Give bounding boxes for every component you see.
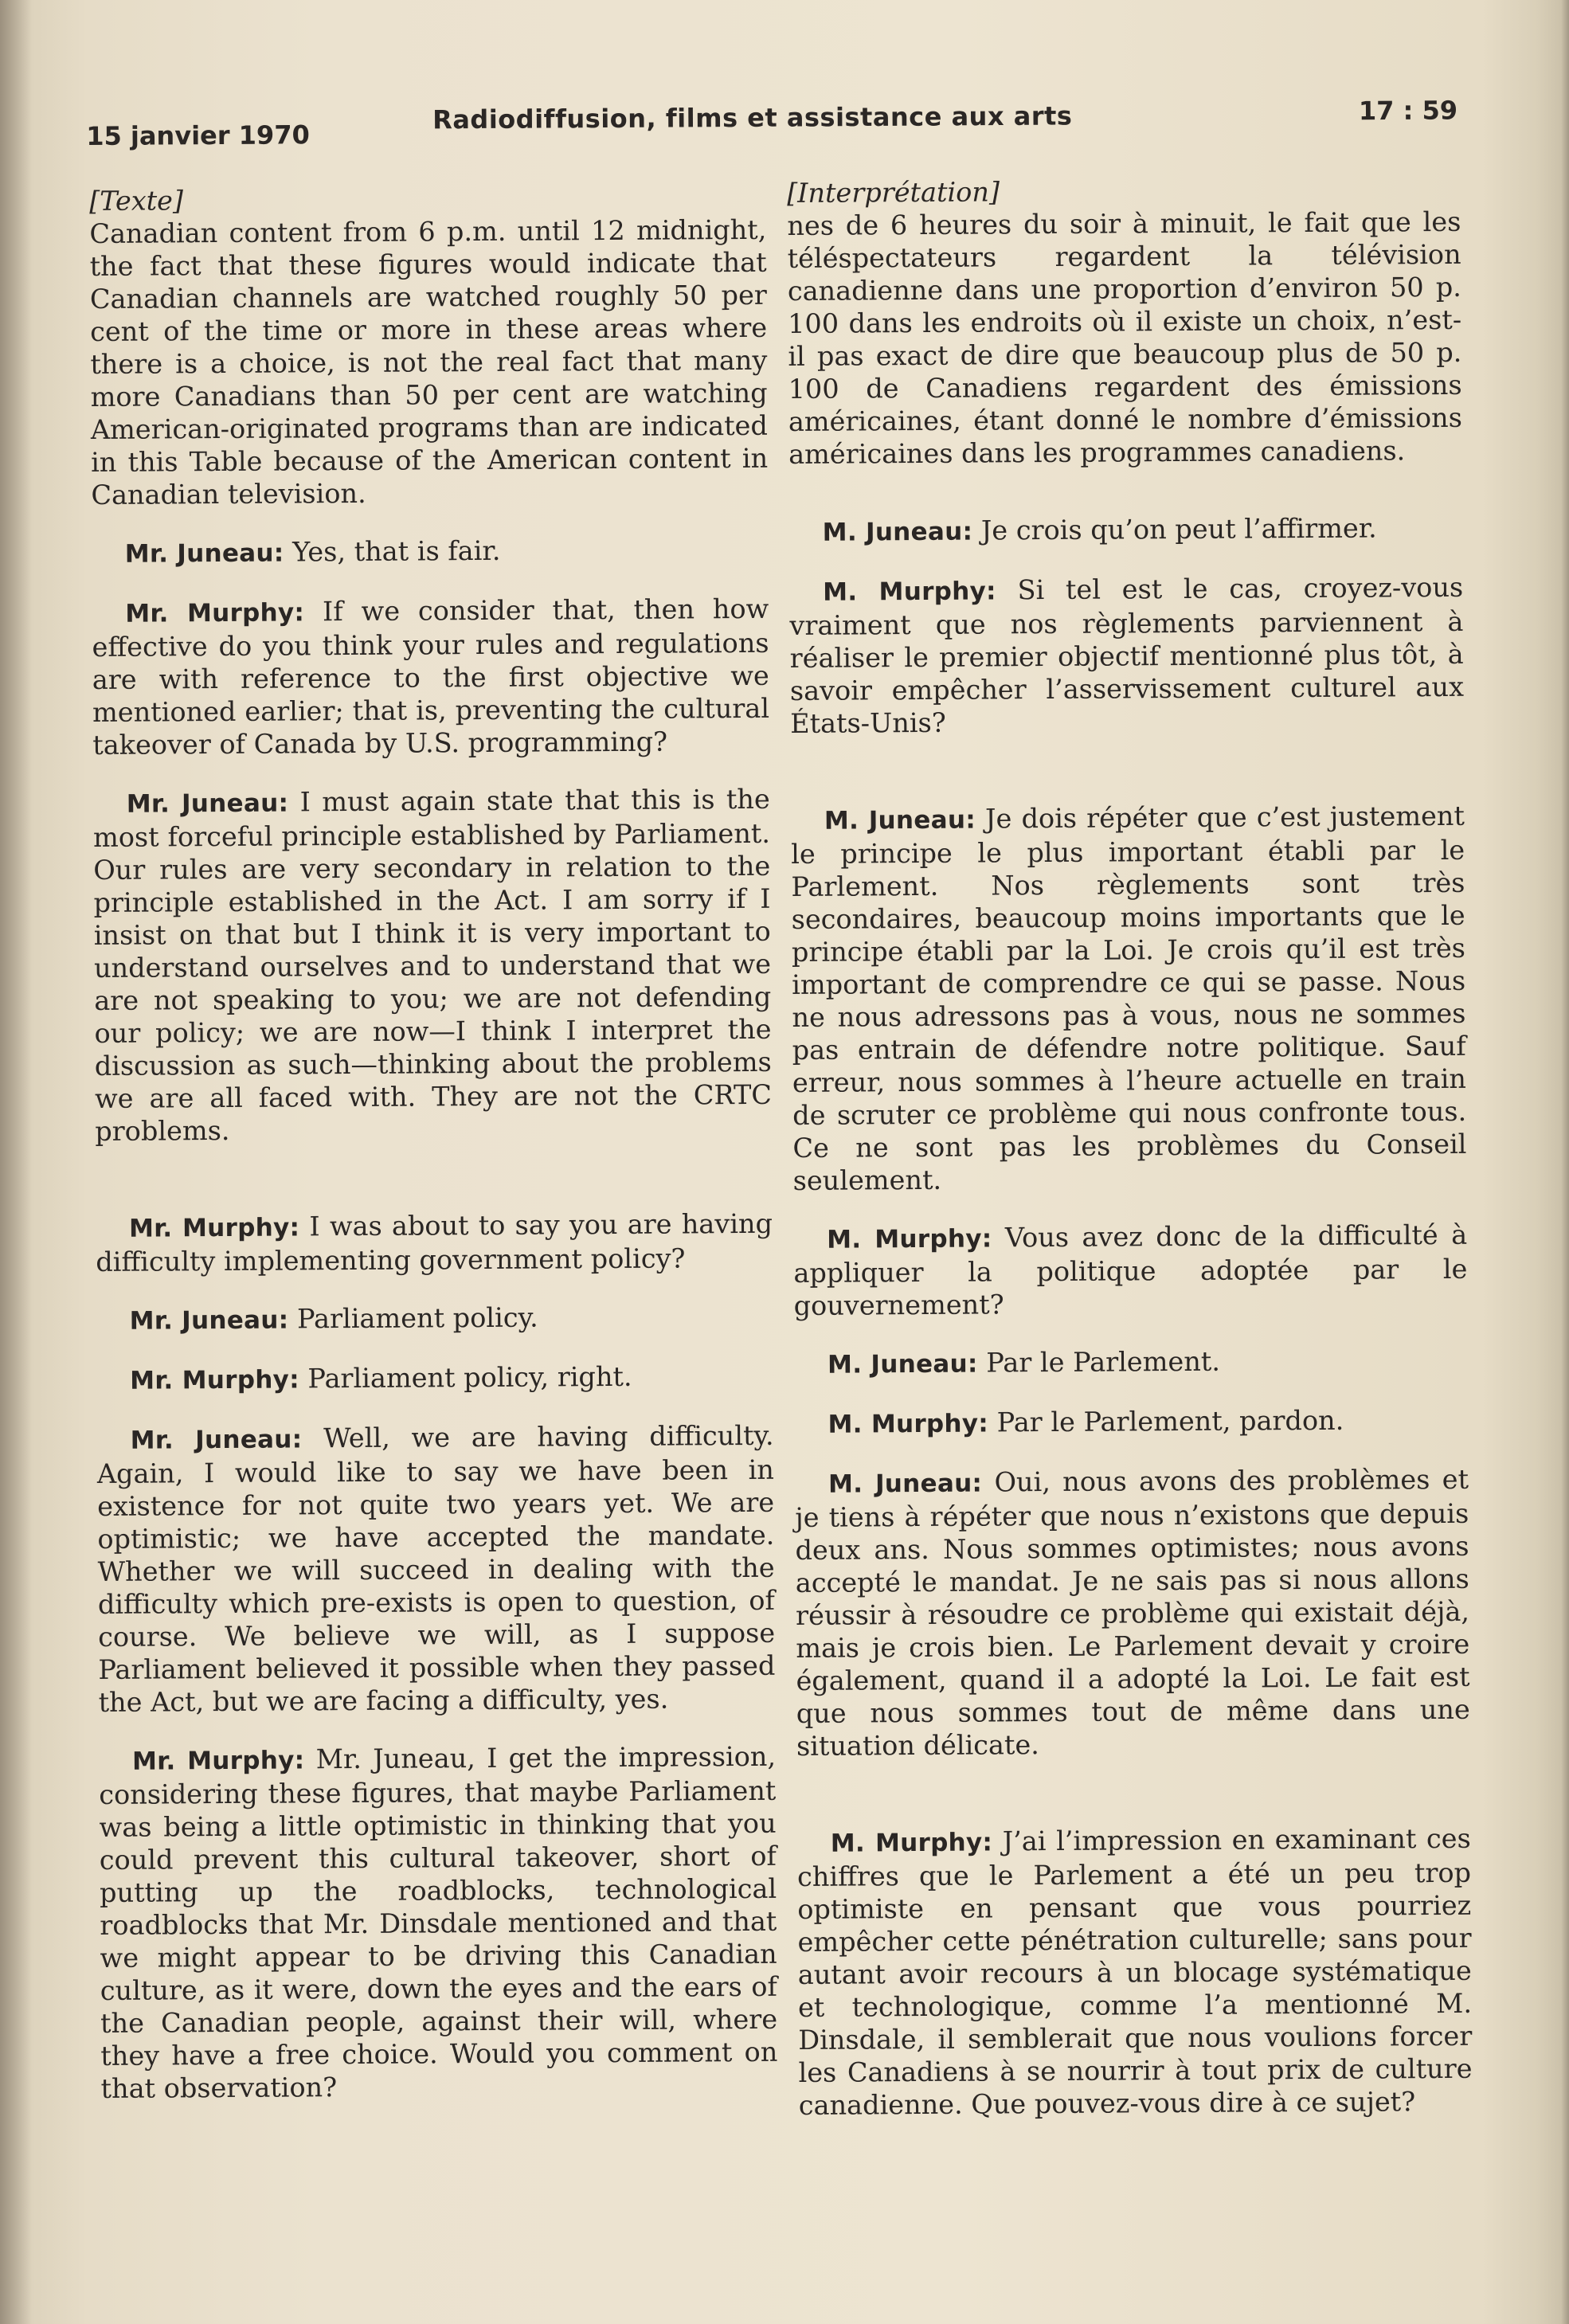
paragraph-text: I must again state that this is the most forceful principle established by Parliament. Our rules are very secondary in relation to the principle established in the Act. I am sorry if I insist on that but I think it is very important to understand ourselves and to understand that we are not speaking to you; we are not defending our policy; we are now—I think I interpret the discussion as such—thinking about the problems we are all faced with. They are not the CRTC problems. xyxy=(92,783,773,1147)
paragraph-text: Si tel est le cas, croyez-vous vraiment que nos règlements parviennent à réaliser le premier objectif mentionné plus tôt, à savoir empêcher l’asservissement culturel aux États-Unis? xyxy=(789,571,1465,739)
speaker-name: M. Murphy: xyxy=(830,1828,993,1858)
paragraph xyxy=(96,1207,773,1278)
paragraph-text: Yes, that is fair. xyxy=(292,534,501,568)
paragraph xyxy=(96,1419,775,1719)
paragraph-text: Par le Parlement, pardon. xyxy=(996,1404,1344,1438)
paragraph xyxy=(794,1403,1468,1442)
paragraph-text: Par le Parlement. xyxy=(986,1345,1221,1379)
paragraph-text: Well, we are having difficulty. Again, I would like to say we have been in existence for not quite two years yet. We are optimistic; we have accepted the mandate. Whether we will succeed in dealing with the difficulty which pre-exists is open to question, of course. We believe we will, as I suppose Parliament believed it possible when they passed the Act, but we are facing a difficulty, yes. xyxy=(96,1419,776,1718)
speaker-name: Mr. Murphy: xyxy=(125,598,305,628)
page-binding-shadow xyxy=(0,0,32,2324)
paragraph xyxy=(92,533,769,571)
paragraph-text: nes de 6 heures du soir à minuit, le fait que les téléspectateurs regardent la télévision canadienne dans une proportion d’environ 50 p. 100 dans les endroits où il existe un choix, n’est-il pas exact de dire que beaucoup plus de 50 p. 100 de Canadiens regardent des émissions américaines, étant donné le nombre d’émissions américaines dans les programmes canadiens. xyxy=(787,205,1462,470)
paragraph-text: Oui, nous avons des problèmes et je tiens à répéter que nous n’existons que depuis deux ans. Nous sommes optimistes; nous avons accepté le mandat. Je ne sais pas si nous allons réussir à résoudre ce problème qui existait déjà, mais je crois bien. Le Parlement devait y croire également, quand il a adopté la Loi. Le fait est que nous sommes tout de même dans une situation délicate. xyxy=(795,1463,1470,1762)
paragraph xyxy=(797,1822,1473,2122)
speaker-name: Mr. Murphy: xyxy=(128,1213,300,1243)
paragraph-text: J’ai l’impression en examinant ces chiffres que le Parlement a été un peu trop optimiste en pensant que vous pourriez empêcher cette pénétration culturelle; sans pour autant avoir recours à un blocage systématique et technologique, comme l’a mentionné M. Dinsdale, il semblerait que nous voulions forcer les Canadiens à se nourrir à tout prix de culture canadienne. Que pouvez-vous dire à ce sujet? xyxy=(796,1822,1473,2121)
paragraph xyxy=(99,1740,778,2105)
paragraph-text: Vous avez donc de la difficulté à appliquer la politique adoptée par le gouvernement? xyxy=(793,1219,1468,1321)
paragraph xyxy=(789,511,1463,550)
paragraph-text: Parliament policy, right. xyxy=(307,1360,632,1395)
speaker-name: M. Murphy: xyxy=(828,1409,989,1439)
speaker-name: Mr. Murphy: xyxy=(130,1365,299,1395)
paragraph xyxy=(793,1219,1468,1322)
speaker-name: M. Juneau: xyxy=(822,517,973,547)
paragraph xyxy=(794,1344,1468,1382)
speaker-name: Mr. Juneau: xyxy=(124,538,284,569)
paragraph-text: Canadian content from 6 p.m. until 12 midnight, the fact that these figures would indicate that Canadian channels are watched roughly 50 per cent of the time or more in these areas where there is a choice, is not the real fact that many more Canadians than 50 per cent are watching American-originated programs than are indicated in this Table because of the American content in Canadian television. xyxy=(89,213,769,511)
paragraph-text: I was about to say you are having difficulty implementing government policy? xyxy=(96,1207,773,1277)
speaker-name: Mr. Murphy: xyxy=(131,1746,305,1776)
page-number: 17 : 59 xyxy=(1358,95,1458,127)
speaker-name: M. Juneau: xyxy=(824,805,976,835)
french-column xyxy=(787,173,1473,2147)
english-column xyxy=(89,181,778,2130)
running-header xyxy=(86,95,1457,151)
speaker-name: M. Juneau: xyxy=(828,1469,983,1499)
paragraph xyxy=(789,571,1464,740)
paragraph xyxy=(93,783,773,1148)
page-edge-shadow xyxy=(1561,0,1569,2324)
language-label-texte: [Texte] xyxy=(89,185,184,217)
paragraph xyxy=(787,205,1462,471)
paragraph xyxy=(791,800,1467,1197)
paragraph-text: Mr. Juneau, I get the impression, considering these figures, that maybe Parliament was being a little optimistic in thinking that you could prevent this cultural takeover, short of putting up the roadblocks, technological roadblocks that Mr. Dinsdale mentioned and that we might appear to be driving this Canadian culture, as it were, down the eyes and the ears of the Canadian people, against their will, where they have a free choice. Would you comment on that observation? xyxy=(99,1740,778,2104)
paragraph xyxy=(89,213,768,511)
speaker-name: M. Murphy: xyxy=(827,1224,992,1254)
header-date: 15 janvier 1970 xyxy=(86,119,310,151)
paragraph xyxy=(795,1463,1470,1763)
speaker-name: Mr. Juneau: xyxy=(130,1425,303,1455)
header-title: Radiodiffusion, films et assistance aux arts xyxy=(432,100,1073,135)
paragraph xyxy=(96,1360,773,1398)
paragraph xyxy=(96,1300,773,1338)
speaker-name: M. Juneau: xyxy=(828,1349,978,1379)
speaker-name: Mr. Juneau: xyxy=(126,788,289,819)
paragraph-text: Je crois qu’on peut l’affirmer. xyxy=(980,512,1377,546)
paragraph-text: Je dois répéter que c’est justement le principe le plus important établi par le Parlement. Nos règlements sont très secondaires, beaucoup moins importants que le principe établi par la Loi. Je crois qu’il est très important de comprendre ce qui se passe. Nous ne nous adressons pas à vous, nous ne sommes pas entrain de défendre notre politique. Sauf erreur, nous sommes à l’heure actuelle en train de scruter ce problème qui nous confronte tous. Ce ne sont pas les problèmes du Conseil seulement. xyxy=(791,800,1467,1196)
speaker-name: Mr. Juneau: xyxy=(129,1305,289,1336)
paragraph-text: If we consider that, then how effective do you think your rules and regulations are with reference to the first objective we mentioned earlier; that is, preventing the cultural takeover of Canada by U.S. programming? xyxy=(92,593,770,761)
paragraph xyxy=(92,593,769,761)
speaker-name: M. Murphy: xyxy=(823,577,996,607)
language-label-interpretation: [Interprétation] xyxy=(787,176,1000,209)
paragraph-text: Parliament policy. xyxy=(296,1301,538,1335)
